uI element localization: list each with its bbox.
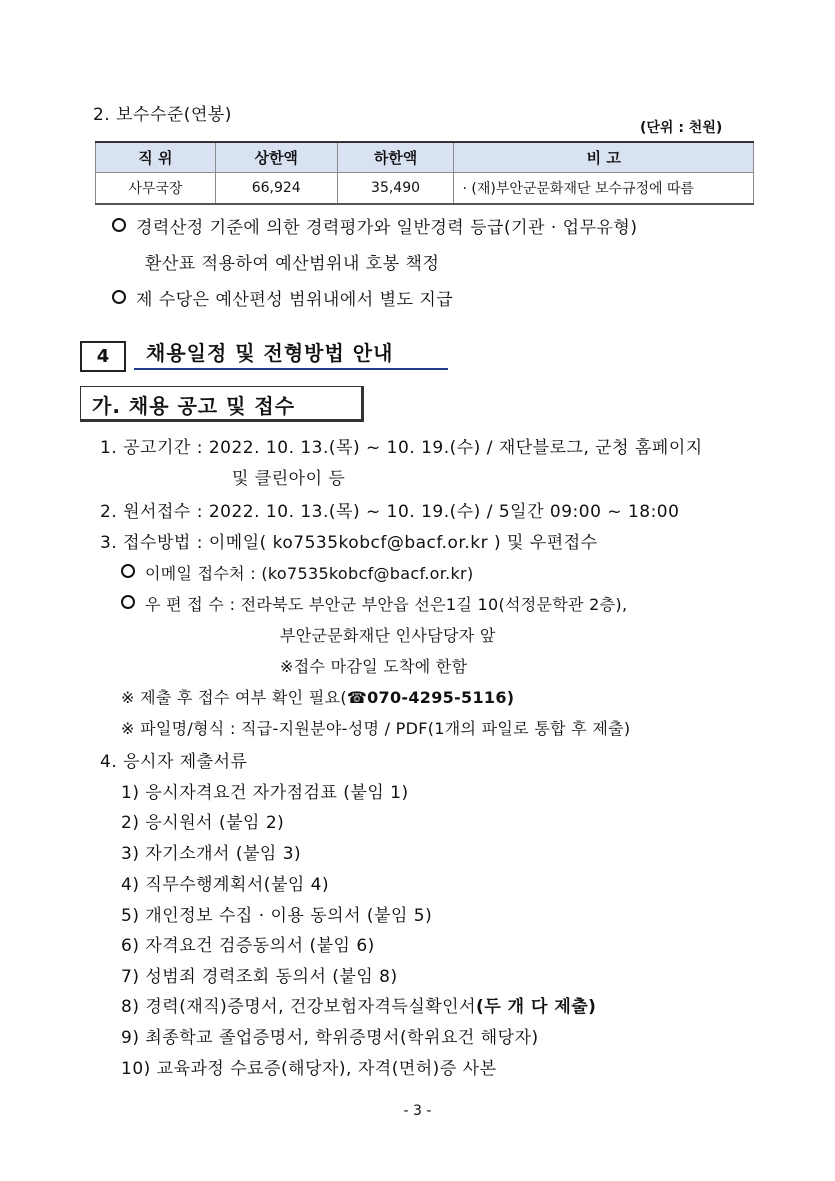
- pay-bullet-1: 경력산정 기준에 의한 경력평가와 일반경력 등급(기관 · 업무유형): [112, 213, 637, 238]
- page-number: - 3 -: [403, 1103, 432, 1119]
- cell-lower: 35,490: [337, 173, 454, 205]
- list-item: 5) 개인정보 수집 · 이용 동의서 (붙임 5): [121, 906, 433, 926]
- note-confirm: ※ 제출 후 접수 여부 확인 필요(☎070-4295-5116): [121, 688, 515, 707]
- col-position: 직 위: [96, 142, 216, 173]
- email-line: 이메일 접수처 : (ko7535kobcf@bacf.or.kr): [121, 561, 473, 584]
- section-title: 채용일정 및 전형방법 안내: [146, 341, 394, 365]
- pay-heading: 2. 보수수준(연봉): [93, 105, 232, 125]
- post-line: 우 편 접 수 : 전라북도 부안군 부안읍 선은1길 10(석정문학관 2층),: [121, 592, 627, 615]
- subsection-title: 가. 채용 공고 및 접수: [92, 394, 296, 418]
- section-underline: [134, 368, 448, 370]
- circle-bullet-icon: [121, 564, 135, 578]
- apply-line: 2. 원서접수 : 2022. 10. 13.(목) ~ 10. 19.(수) / 5일간 09:00 ~ 18:00: [100, 502, 680, 522]
- note-file: ※ 파일명/형식 : 직급-지원분야-성명 / PDF(1개의 파일로 통합 후 제출): [121, 719, 631, 738]
- table-header-row: [96, 142, 754, 173]
- col-lower: 하한액: [337, 142, 454, 173]
- circle-bullet-icon: [121, 595, 135, 609]
- phone-number: ☎070-4295-5116): [346, 688, 515, 707]
- list-item: 4) 직무수행계획서(붙임 4): [121, 875, 330, 895]
- unit-label: (단위 : 천원): [640, 120, 723, 136]
- pay-bullet-1-cont: 환산표 적용하여 예산범위내 호봉 책정: [145, 254, 440, 274]
- table-row: [96, 173, 754, 205]
- post-line-2: 부안군문화재단 인사담당자 앞: [280, 626, 496, 645]
- section-number-box: 4: [80, 341, 126, 372]
- docs-heading: 4. 응시자 제출서류: [100, 752, 248, 772]
- col-note: 비 고: [454, 142, 754, 173]
- col-upper: 상한액: [215, 142, 337, 173]
- list-item: 10) 교육과정 수료증(해당자), 자격(면허)증 사본: [121, 1059, 497, 1079]
- cell-position: 사무국장: [96, 173, 216, 205]
- list-item: 6) 자격요건 검증동의서 (붙임 6): [121, 936, 375, 956]
- method-line: 3. 접수방법 : 이메일( ko7535kobcf@bacf.or.kr ) 및 우편접수: [100, 533, 598, 553]
- post-line-3: ※접수 마감일 도착에 한함: [280, 657, 468, 676]
- period-line-cont: 및 클린아이 등: [232, 469, 346, 489]
- period-line: 1. 공고기간 : 2022. 10. 13.(목) ~ 10. 19.(수) / 재단블로그, 군청 홈페이지: [100, 438, 703, 458]
- circle-bullet-icon: [112, 218, 126, 232]
- list-item: 3) 자기소개서 (붙임 3): [121, 844, 302, 864]
- circle-bullet-icon: [112, 290, 126, 304]
- list-item: 7) 성범죄 경력조회 동의서 (붙임 8): [121, 967, 398, 987]
- cell-note: · (재)부안군문화재단 보수규정에 따름: [454, 173, 754, 205]
- salary-table: [95, 141, 754, 205]
- pay-bullet-2: 제 수당은 예산편성 범위내에서 별도 지급: [112, 285, 453, 310]
- list-item: 1) 응시자격요건 자가점검표 (붙임 1): [121, 783, 409, 803]
- doc-8-emphasis: (두 개 다 제출): [476, 997, 597, 1017]
- list-item: 8) 경력(재직)증명서, 건강보험자격득실확인서(두 개 다 제출): [121, 997, 597, 1017]
- list-item: 9) 최종학교 졸업증명서, 학위증명서(학위요건 해당자): [121, 1028, 539, 1048]
- cell-upper: 66,924: [215, 173, 337, 205]
- list-item: 2) 응시원서 (붙임 2): [121, 813, 285, 833]
